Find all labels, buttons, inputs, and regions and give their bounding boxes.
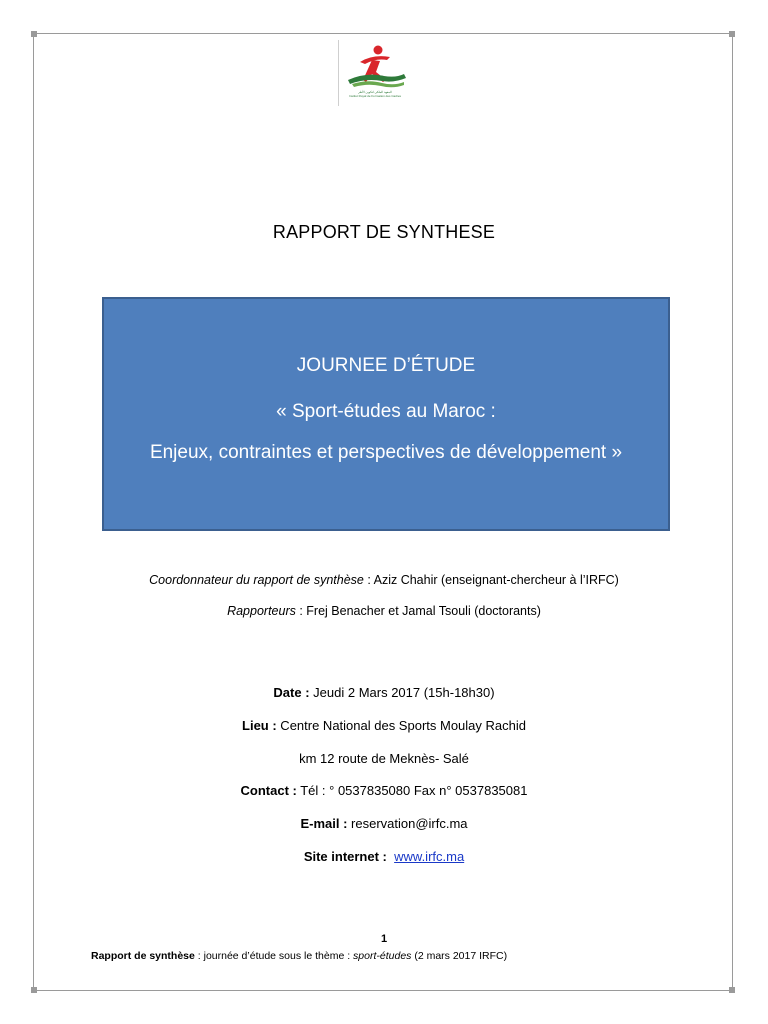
event-theme: « Sport-études au Maroc : [276, 401, 496, 422]
frame-corner-tl [31, 31, 37, 37]
logo-caption-arabic: المعهد الملكي لتكوين الأطر [358, 90, 392, 94]
footer-end: (2 mars 2017 IRFC) [411, 950, 508, 962]
logo-caption-french: Institut Royal de Formation des Cadres [348, 94, 402, 98]
date-value: Jeudi 2 Mars 2017 (15h-18h30) [309, 685, 495, 700]
coordinator-sep: : [363, 573, 374, 587]
email-line [0, 816, 768, 831]
event-title-box [102, 297, 670, 531]
lieu-line [0, 718, 768, 733]
site-line [0, 849, 768, 864]
coordinator-line [0, 573, 768, 587]
rapporteurs-sep: : [295, 604, 307, 618]
date-line [0, 685, 768, 700]
address-line: km 12 route de Meknès- Salé [299, 751, 469, 766]
site-link[interactable]: www.irfc.ma [394, 849, 465, 864]
email-label: E-mail : [300, 816, 348, 831]
contact-label: Contact : [240, 783, 297, 798]
frame-corner-br [729, 987, 735, 993]
contact-value: Tél : ° 0537835080 Fax n° 0537835081 [296, 783, 528, 798]
footer-bold: Rapport de synthèse [91, 950, 195, 962]
lieu-label: Lieu : [242, 718, 277, 733]
email-value: reservation@irfc.ma [347, 816, 468, 831]
coordinator-label: Coordonnateur du rapport de synthèse [149, 573, 364, 587]
contact-line [0, 783, 768, 798]
page-number: 1 [380, 933, 388, 945]
event-type: JOURNEE D’ÉTUDE [296, 355, 476, 376]
report-title: RAPPORT DE SYNTHESE [272, 222, 496, 242]
footer-italic: sport-études [353, 950, 412, 962]
frame-corner-tr [729, 31, 735, 37]
frame-corner-bl [31, 987, 37, 993]
site-label: Site internet : [303, 849, 387, 864]
rapporteurs-label: Rapporteurs [227, 604, 296, 618]
footer-mid: : journée d’étude sous le thème : [194, 950, 354, 962]
lieu-value: Centre National des Sports Moulay Rachid [276, 718, 526, 733]
coordinator-value: Aziz Chahir (enseignant-chercheur à l’IRFC) [373, 573, 619, 587]
logo-caption [340, 90, 410, 98]
date-label: Date : [273, 685, 310, 700]
rapporteurs-line [0, 604, 768, 618]
event-subtitle: Enjeux, contraintes et perspectives de développement » [149, 442, 623, 463]
rapporteurs-value: Frej Benacher et Jamal Tsouli (doctorants) [306, 604, 541, 618]
page-footer [91, 950, 507, 962]
